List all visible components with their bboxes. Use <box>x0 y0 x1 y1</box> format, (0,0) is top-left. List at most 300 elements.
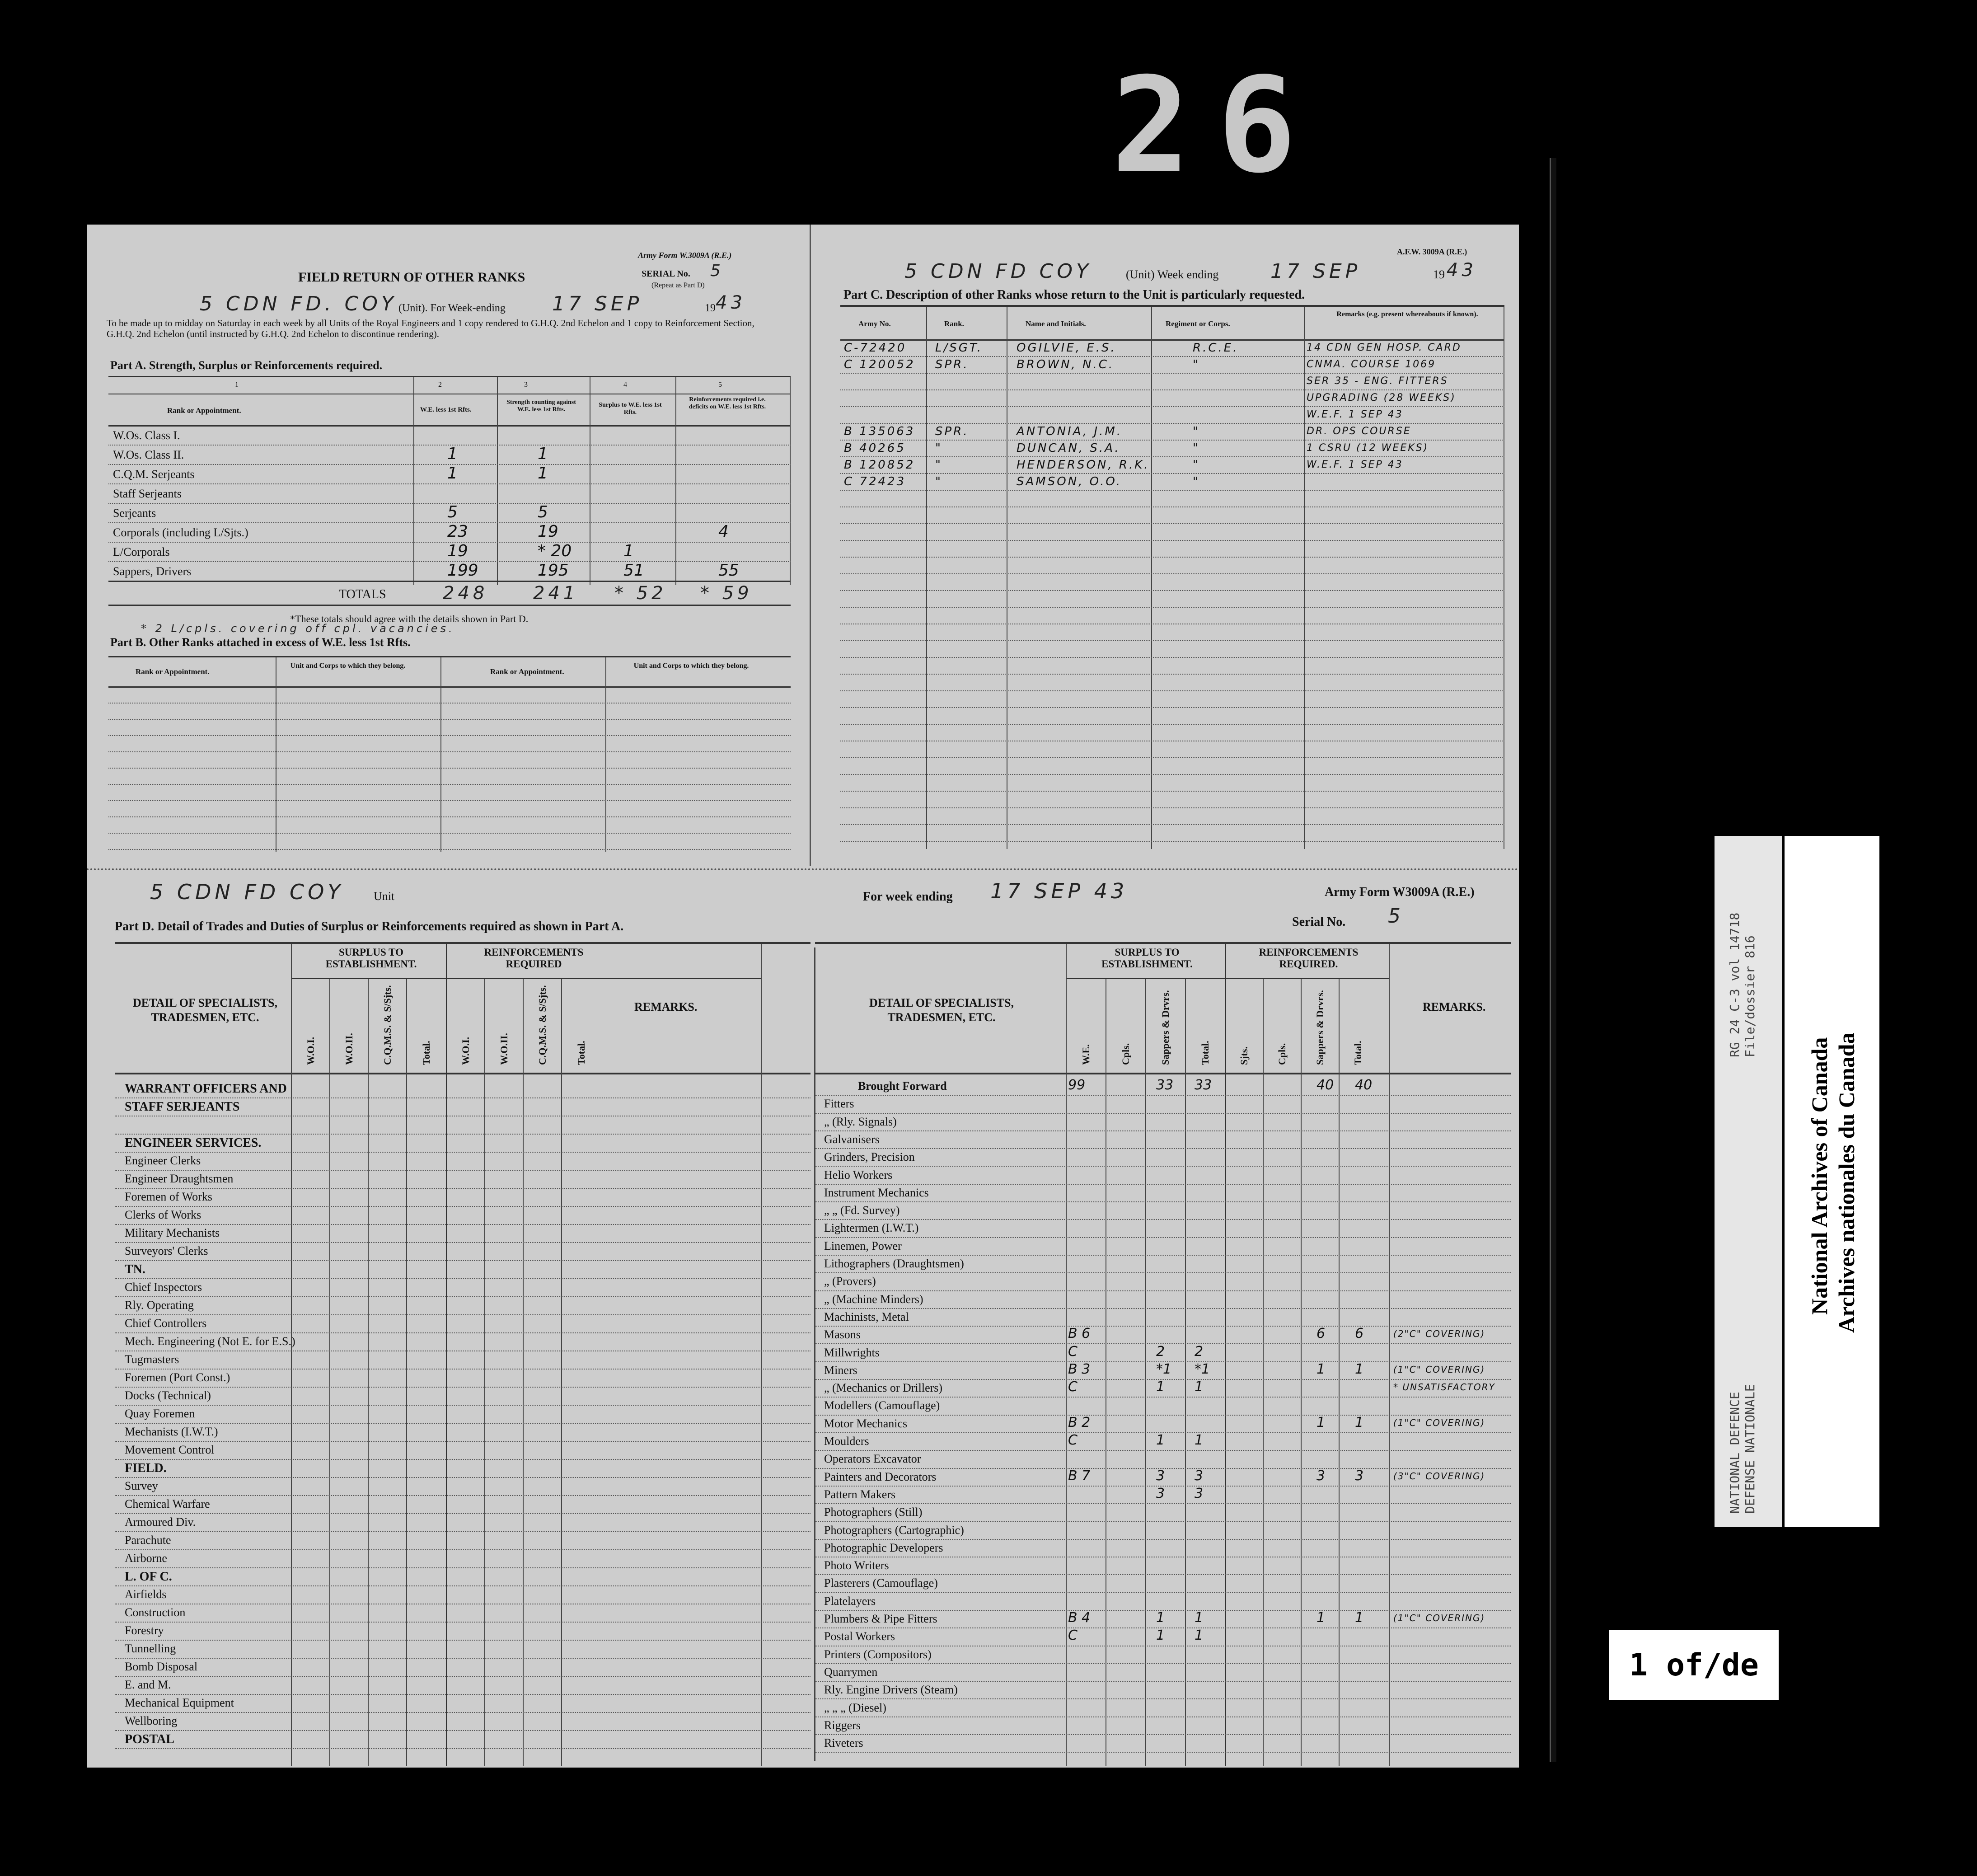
trade-label: „ „ „ (Diesel) <box>824 1701 886 1714</box>
part-d-serial-label: Serial No. <box>1292 915 1346 929</box>
sappers-value: 1 <box>1156 1379 1165 1395</box>
we-value: C <box>1068 1379 1078 1395</box>
week-ending-value: 17 SEP <box>552 292 643 315</box>
serial-label: SERIAL No. <box>642 269 690 279</box>
trade-label: Riggers <box>824 1718 861 1732</box>
part-d-left-row <box>115 1730 810 1749</box>
part-c-row <box>840 657 1504 675</box>
army-no: C-72420 <box>844 341 907 355</box>
left-subheader-text: W.O.I. <box>459 1036 471 1065</box>
trade-label: Galvanisers <box>824 1132 880 1146</box>
remarks-value: * UNSATISFACTORY <box>1393 1382 1495 1393</box>
part-c-row <box>840 640 1504 658</box>
part-d-left-row <box>115 1604 810 1623</box>
part-d-right-row <box>815 1148 1511 1167</box>
part-d-left-row <box>115 1694 810 1713</box>
part-d-right-row <box>815 1574 1511 1593</box>
left-subheader <box>561 979 601 1072</box>
part-d-right-row <box>815 1450 1511 1468</box>
col-header-rein: Reinforcements required i.e. deficits on W.E. less 1st Rfts. <box>689 396 766 410</box>
trade-label: Quay Foremen <box>125 1407 195 1420</box>
right-subheader <box>1185 979 1225 1072</box>
trade-label: Miners <box>824 1363 857 1377</box>
archive-reference-strip <box>1715 836 1782 1527</box>
part-b-col-1: Rank or Appointment. <box>136 667 210 676</box>
part-d-right-row <box>815 1734 1511 1753</box>
trade-label: Instrument Mechanics <box>824 1186 929 1199</box>
part-d-right-row <box>815 1503 1511 1522</box>
trade-label: Pattern Makers <box>824 1487 896 1501</box>
part-d-left-row <box>115 1567 810 1586</box>
we-value: 1 <box>447 445 458 463</box>
corps: " <box>1193 358 1200 371</box>
part-d-right-row <box>815 1095 1511 1113</box>
trade-label: Surveyors' Clerks <box>125 1244 208 1257</box>
part-c-row <box>840 624 1504 641</box>
trade-label: Foremen of Works <box>125 1190 212 1203</box>
archive-ref-line-2: File/dossier 816 <box>1743 935 1757 1057</box>
part-c-row <box>840 590 1504 608</box>
trade-label: Mechanical Equipment <box>125 1696 234 1709</box>
surplus-value: 1 <box>623 542 634 560</box>
rank-label: L/Corporals <box>113 545 170 558</box>
part-d-left-row <box>115 1405 810 1424</box>
part-d-left-row <box>115 1278 810 1297</box>
trade-label: Lithographers (Draughtsmen) <box>824 1257 964 1270</box>
part-c-row <box>840 389 1504 407</box>
part-b-col-2: Unit and Corps to which they belong. <box>290 662 406 670</box>
rein-total-value: 6 <box>1355 1326 1364 1342</box>
right-subheader-text: Total. <box>1199 1041 1211 1065</box>
rank-label: C.Q.M. Serjeants <box>113 468 195 481</box>
trade-label: Operators Excavator <box>824 1452 921 1466</box>
rein-sappers-value: 1 <box>1316 1414 1326 1430</box>
trade-label: Grinders, Precision <box>824 1150 915 1164</box>
trade-label: Photographers (Cartographic) <box>824 1523 964 1537</box>
part-d-left-row <box>115 1314 810 1333</box>
part-d-unit-value: 5 CDN FD COY <box>150 880 344 904</box>
sappers-value: 1 <box>1156 1627 1165 1644</box>
trade-label: Millwrights <box>824 1346 880 1359</box>
part-d-unit-label: Unit <box>374 890 395 903</box>
part-d-right-row <box>815 1646 1511 1664</box>
part-b-row <box>108 768 791 769</box>
trade-label: Clerks of Works <box>125 1208 201 1221</box>
rank-label: Corporals (including L/Sjts.) <box>113 526 248 539</box>
part-b-row <box>108 703 791 704</box>
name: OGILVIE, E.S. <box>1017 341 1116 355</box>
part-d-left-table <box>115 942 810 1766</box>
remarks: UPGRADING (28 WEEKS) <box>1307 392 1456 403</box>
year-value: 43 <box>716 292 746 313</box>
army-form-label: Army Form W.3009A (R.E.) <box>638 251 732 260</box>
remarks-value: (1"C" COVERING) <box>1393 1364 1485 1375</box>
total-value: *1 <box>1195 1361 1210 1377</box>
serial-note: (Repeat as Part D) <box>651 281 705 289</box>
strength-value: 1 <box>538 464 548 483</box>
total-value: 33 <box>1195 1077 1212 1093</box>
trade-label: Quarrymen <box>824 1665 878 1679</box>
part-b-row <box>108 816 791 817</box>
remarks-value: (2"C" COVERING) <box>1393 1328 1485 1340</box>
corps: " <box>1193 458 1200 472</box>
left-subheader-text: Total. <box>421 1041 432 1065</box>
trade-label: Postal Workers <box>824 1630 895 1643</box>
archive-name-strip <box>1785 836 1879 1527</box>
trade-label: Movement Control <box>125 1443 215 1456</box>
section-heading: POSTAL <box>125 1732 174 1746</box>
trade-label: Mech. Engineering (Not E. for E.S.) <box>125 1335 295 1348</box>
part-d-left-row <box>115 1296 810 1315</box>
part-d-right-row <box>815 1432 1511 1451</box>
part-c-row <box>840 456 1504 474</box>
left-subheader <box>484 979 523 1072</box>
right-subheader-text: Sappers & Drvrs. <box>1160 990 1171 1065</box>
left-subheader-text: C.Q.M.S. & S/Sjts. <box>536 985 548 1065</box>
trade-label: Wellboring <box>125 1714 178 1727</box>
total-surplus: * 52 <box>614 583 667 604</box>
left-subheader <box>523 979 561 1072</box>
army-no: C 72423 <box>844 475 906 488</box>
part-c-col-army-no: Army No. <box>858 319 891 328</box>
right-unit-label: (Unit) Week ending <box>1126 268 1219 281</box>
handwritten-note: * 2 L/cpls. covering off cpl. vacancies. <box>141 622 455 635</box>
trade-label: Docks (Technical) <box>125 1389 211 1402</box>
part-c-row <box>840 473 1504 491</box>
col-num-2: 2 <box>438 381 442 389</box>
trade-label: Photographic Developers <box>824 1541 943 1554</box>
part-d-right-row <box>815 1077 1511 1096</box>
form-title: FIELD RETURN OF OTHER RANKS <box>298 270 525 285</box>
right-subheader <box>1106 979 1145 1072</box>
part-c-row <box>840 373 1504 390</box>
part-a-row <box>108 483 791 504</box>
part-d-left-row <box>115 1495 810 1514</box>
trade-label: Military Mechanists <box>125 1226 220 1239</box>
part-c-row <box>840 573 1504 591</box>
fold-line-vertical <box>810 225 811 866</box>
part-d-left-row <box>115 1658 810 1677</box>
part-d-left-row <box>115 1676 810 1695</box>
right-subheader-text: Total. <box>1352 1041 1363 1065</box>
army-no: B 135063 <box>844 425 915 438</box>
left-subheader-text: Total. <box>576 1041 587 1065</box>
part-d-left-row <box>115 1585 810 1604</box>
army-no: B 120852 <box>844 458 915 472</box>
trade-label: Lightermen (I.W.T.) <box>824 1221 919 1235</box>
unit-label: (Unit). For Week-ending <box>398 302 506 314</box>
col-num-5: 5 <box>718 381 722 389</box>
part-c-row <box>840 707 1504 725</box>
part-c-row <box>840 406 1504 424</box>
total-we: 248 <box>443 583 488 604</box>
part-d-left-row <box>115 1206 810 1225</box>
remarks-value: (3"C" COVERING) <box>1393 1470 1485 1482</box>
remarks-value: (1"C" COVERING) <box>1393 1613 1485 1623</box>
part-c-row <box>840 741 1504 758</box>
we-value: 1 <box>447 464 458 483</box>
trade-label: Engineer Clerks <box>125 1154 201 1167</box>
sappers-value: *1 <box>1156 1361 1172 1377</box>
part-d-right-row <box>815 1717 1511 1735</box>
rein-total-value: 1 <box>1355 1361 1364 1377</box>
part-c-col-rank: Rank. <box>944 319 964 328</box>
col-header-strength: Strength counting against W.E. less 1st Rfts. <box>506 399 576 413</box>
part-c-row <box>840 824 1504 842</box>
part-d-serial-value: 5 <box>1388 905 1404 928</box>
trade-label: Chemical Warfare <box>125 1497 210 1510</box>
left-subheader <box>329 979 368 1072</box>
trade-label: Foremen (Port Const.) <box>125 1371 230 1384</box>
sappers-value: 33 <box>1156 1077 1174 1093</box>
remarks: CNMA. COURSE 1069 <box>1307 359 1436 370</box>
part-a-row <box>108 561 791 582</box>
total-value: 3 <box>1195 1468 1204 1484</box>
part-c-row <box>840 724 1504 741</box>
corps: R.C.E. <box>1193 341 1239 355</box>
col-header-surplus: Surplus to W.E. less 1st Rfts. <box>599 402 662 416</box>
right-subheader <box>1339 979 1376 1072</box>
rein-sappers-value: 1 <box>1316 1610 1326 1626</box>
part-a-title: Part A. Strength, Surplus or Reinforcements required. <box>110 359 383 372</box>
part-d-left-row <box>115 1242 810 1261</box>
section-heading: TN. <box>125 1262 145 1276</box>
part-d-right-row <box>815 1663 1511 1682</box>
part-c-row <box>840 690 1504 708</box>
part-c-col-name: Name and Initials. <box>1026 319 1086 328</box>
trade-label: Machinists, Metal <box>824 1310 909 1323</box>
part-c-row <box>840 607 1504 624</box>
col-num-1: 1 <box>235 381 239 389</box>
part-b-title: Part B. Other Ranks attached in excess of W.E. less 1st Rfts. <box>110 636 411 649</box>
archive-name-fr: Archives nationales du Canada <box>1834 1032 1859 1333</box>
part-d-left-row <box>115 1097 810 1116</box>
trade-label: Photo Writers <box>824 1559 889 1572</box>
remarks: SER 35 - ENG. FITTERS <box>1307 375 1448 387</box>
section-heading: WARRANT OFFICERS AND <box>125 1082 287 1096</box>
trade-label: Survey <box>125 1479 158 1492</box>
trade-label: Construction <box>125 1606 186 1619</box>
rank-label: Sappers, Drivers <box>113 565 192 578</box>
trade-label: Photographers (Still) <box>824 1505 923 1519</box>
trade-label: Moulders <box>824 1435 869 1448</box>
archive-ref-line-1: RG 24 C-3 vol 14718 <box>1727 912 1742 1057</box>
part-d-left-row <box>115 1423 810 1442</box>
total-value: 1 <box>1195 1379 1204 1395</box>
trade-label: „ „ (Fd. Survey) <box>824 1204 900 1217</box>
trade-label: Plasterers (Camouflage) <box>824 1576 938 1590</box>
part-d-right-row <box>815 1397 1511 1415</box>
part-b-row <box>108 735 791 736</box>
right-week-value: 17 SEP <box>1270 260 1361 283</box>
part-d-right-row <box>815 1486 1511 1504</box>
army-no: C 120052 <box>844 358 915 371</box>
we-value: B 2 <box>1068 1414 1091 1430</box>
part-c-row <box>840 807 1504 825</box>
part-a-row <box>108 542 791 562</box>
part-a-row <box>108 425 791 446</box>
corps: " <box>1193 441 1200 455</box>
rein-sappers-value: 3 <box>1316 1468 1326 1484</box>
remarks-value: (1"C" COVERING) <box>1393 1417 1485 1428</box>
part-d-right-row <box>815 1627 1511 1646</box>
part-a-row <box>108 503 791 523</box>
trade-label: Rly. Engine Drivers (Steam) <box>824 1683 958 1697</box>
part-c-row <box>840 490 1504 507</box>
we-value: 23 <box>447 522 468 541</box>
part-d-right-row <box>815 1521 1511 1540</box>
part-a-row <box>108 445 791 465</box>
part-c-row <box>840 523 1504 541</box>
afw-label: A.F.W. 3009A (R.E.) <box>1397 247 1467 256</box>
rein-total-value: 40 <box>1355 1077 1373 1093</box>
part-d-left-row <box>115 1188 810 1207</box>
trade-label: Airfields <box>125 1588 167 1601</box>
unit-value: 5 CDN FD. COY <box>200 292 397 315</box>
fold-line-horizontal <box>87 868 1519 870</box>
part-d-left-row <box>115 1332 810 1351</box>
right-subheader-text: W.E. <box>1080 1044 1092 1065</box>
rein-total-value: 1 <box>1355 1414 1364 1430</box>
remarks: W.E.F. 1 SEP 43 <box>1307 459 1403 470</box>
right-subheader <box>1145 979 1185 1072</box>
trade-label: Bomb Disposal <box>125 1660 198 1673</box>
year-prefix: 19 <box>705 302 716 314</box>
left-rein-header: REINFORCEMENTS REQUIRED <box>484 947 584 970</box>
strength-value: 195 <box>538 561 569 580</box>
part-d-right-row <box>815 1166 1511 1185</box>
totals-row <box>108 581 791 606</box>
archive-ref-line-3: NATIONAL DEFENCE <box>1727 1392 1742 1514</box>
rank-label: Staff Serjeants <box>113 487 182 500</box>
part-a-row <box>108 464 791 484</box>
part-d-right-row <box>815 1361 1511 1380</box>
trade-label: Armoured Div. <box>125 1515 196 1529</box>
section-heading: ENGINEER SERVICES. <box>125 1136 262 1150</box>
right-year-value: 43 <box>1447 260 1477 281</box>
trade-label: E. and M. <box>125 1678 171 1691</box>
left-subheader <box>446 979 484 1072</box>
part-d-right-table <box>815 942 1511 1766</box>
sappers-value: 1 <box>1156 1610 1165 1626</box>
part-d-right-row <box>815 1237 1511 1256</box>
total-value: 1 <box>1195 1610 1204 1626</box>
part-d-right-row <box>815 1290 1511 1309</box>
trade-label: Airborne <box>125 1552 167 1565</box>
part-d-week-label: For week ending <box>863 890 953 904</box>
left-subheader <box>406 979 446 1072</box>
corps: " <box>1193 475 1200 488</box>
frame-number-stamp: 26 <box>1111 50 1324 202</box>
trade-label: Forestry <box>125 1624 164 1637</box>
part-c-row <box>840 339 1504 357</box>
trade-label: Tugmasters <box>125 1353 179 1366</box>
right-subheader <box>1301 979 1339 1072</box>
right-subheader-text: Cpls. <box>1120 1043 1131 1065</box>
part-c-row <box>840 674 1504 691</box>
sappers-value: 3 <box>1156 1485 1165 1501</box>
col-num-3: 3 <box>524 381 528 389</box>
part-d-right-row <box>815 1219 1511 1238</box>
strength-value: * 20 <box>538 542 572 560</box>
part-b-col-3: Rank or Appointment. <box>490 667 564 676</box>
trade-label: Linemen, Power <box>824 1239 902 1252</box>
part-b-row <box>108 751 791 752</box>
sappers-value: 1 <box>1156 1432 1165 1448</box>
trade-label: Fitters <box>824 1097 854 1111</box>
part-d-left-row <box>115 1549 810 1568</box>
part-d-left-row <box>115 1369 810 1388</box>
part-c-col-corps: Regiment or Corps. <box>1166 319 1230 328</box>
left-remarks-header: REMARKS. <box>634 1000 698 1013</box>
part-c-row <box>840 757 1504 775</box>
part-d-left-row <box>115 1387 810 1406</box>
trade-label: Tunnelling <box>125 1642 176 1655</box>
col-header-we: W.E. less 1st Rfts. <box>420 406 472 413</box>
part-d-right-row <box>815 1130 1511 1149</box>
rank-label: Serjeants <box>113 507 156 520</box>
we-value: 99 <box>1068 1077 1086 1093</box>
archive-name-en: National Archives of Canada <box>1807 1037 1832 1315</box>
section-heading: STAFF SERJEANTS <box>125 1100 240 1114</box>
we-value: 19 <box>447 542 468 560</box>
rank-label: W.Os. Class II. <box>113 448 184 461</box>
name: ANTONIA, J.M. <box>1017 425 1123 438</box>
part-d-left-row <box>115 1116 810 1135</box>
remarks: 1 CSRU (12 WEEKS) <box>1307 442 1429 454</box>
part-d-right-row <box>815 1468 1511 1487</box>
left-detail-header: DETAIL OF SPECIALISTS, TRADESMEN, ETC. <box>132 996 278 1024</box>
right-subheader <box>1263 979 1301 1072</box>
part-d-right-row <box>815 1592 1511 1611</box>
we-value: 5 <box>447 503 458 521</box>
name: HENDERSON, R.K. <box>1017 458 1150 472</box>
right-subheader <box>1225 979 1263 1072</box>
army-no: B 40265 <box>844 441 906 455</box>
left-subheader <box>291 979 329 1072</box>
total-value: 2 <box>1195 1343 1204 1360</box>
we-value: B 4 <box>1068 1610 1091 1626</box>
trade-label: Motor Mechanics <box>824 1416 908 1430</box>
part-b-col-4: Unit and Corps to which they belong. <box>633 662 749 670</box>
remarks: DR. OPS COURSE <box>1307 426 1411 437</box>
part-a-table <box>108 376 791 603</box>
strength-value: 5 <box>538 503 548 521</box>
part-c-row <box>840 440 1504 457</box>
trade-label: Brought Forward <box>858 1079 947 1093</box>
part-c-row <box>840 540 1504 558</box>
part-d-right-row <box>815 1272 1511 1291</box>
part-d-left-row <box>115 1351 810 1369</box>
rein-total-value: 1 <box>1355 1610 1364 1626</box>
trade-label: Printers (Compositors) <box>824 1647 932 1661</box>
left-surplus-header: SURPLUS TO ESTABLISHMENT. <box>325 947 417 970</box>
totals-footnote: *These totals should agree with the details shown in Part D. <box>290 613 529 624</box>
left-subheader-text: C.Q.M.S. & S/Sjts. <box>381 985 393 1065</box>
part-d-right-row <box>815 1610 1511 1628</box>
rank: SPR. <box>935 425 969 438</box>
part-d-left-row <box>115 1224 810 1243</box>
part-d-right-row <box>815 1184 1511 1202</box>
trade-label: Plumbers & Pipe Fitters <box>824 1612 937 1625</box>
part-b-row <box>108 833 791 834</box>
part-c-col-remarks: Remarks (e.g. present whereabouts if known). <box>1336 310 1478 318</box>
part-c-title: Part C. Description of other Ranks whose return to the Unit is particularly requested. <box>843 288 1305 302</box>
trade-label: Parachute <box>125 1534 171 1547</box>
surplus-value: 51 <box>623 561 644 580</box>
trade-label: Rly. Operating <box>125 1299 194 1312</box>
part-c-row <box>840 774 1504 792</box>
